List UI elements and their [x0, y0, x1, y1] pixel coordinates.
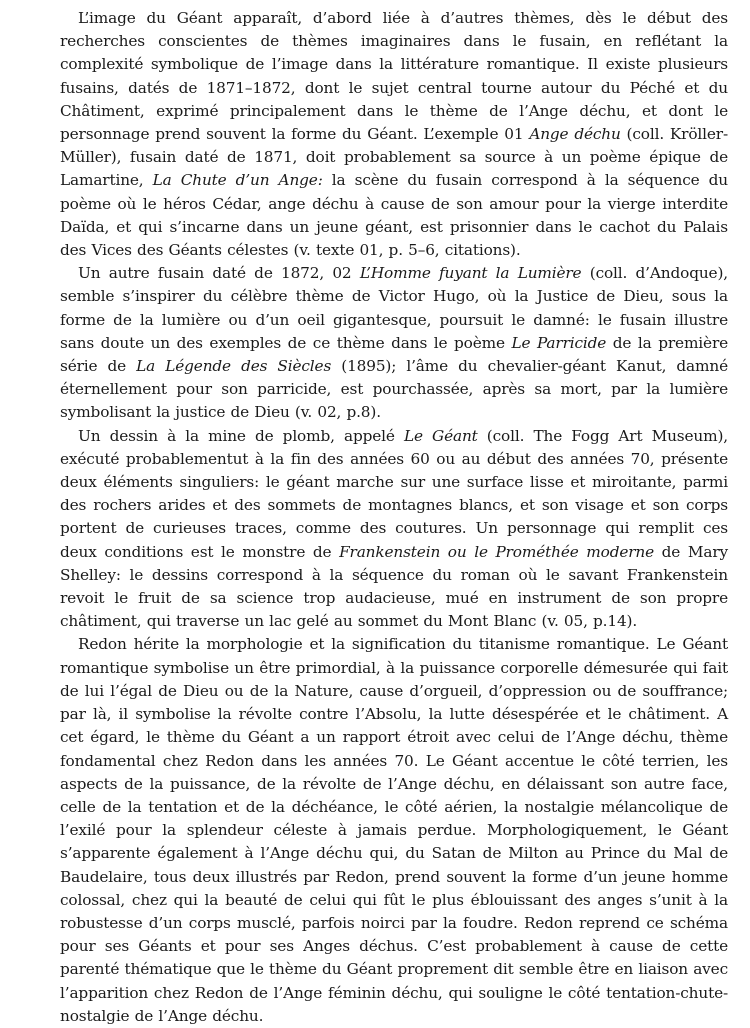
paragraph-3 [60, 425, 728, 634]
text-run: de Mary Shelley: le dessins correspond à la séquence du roman où le savant Frankenstein revoit le fruit de sa science trop audacieuse, mué en instrument de son propre châtiment, qui traverse un lac gelé au sommet du Mont Blanc (v. 05, p.14). [60, 542, 728, 631]
text-run: de la première série de [60, 333, 729, 376]
text-run: L’image du Géant apparaît, d’abord liée à d’autres thèmes, dès le début des recherches conscientes de thèmes imaginaires dans le fusain, en reflétant la complexité symbolique de l’image dans la littérature romantique. Il existe plusieurs fusains, datés de 1871–1872, dont le sujet central tourne autour du Péché et du Châtiment, exprimé principalement dans le thème de l’Ange déchu, et dont le personnage prend souvent la forme du Géant. L’exemple 01 [60, 9, 728, 144]
text-run: (1895); l’âme du chevalier-géant Kanut, damné éternellement pour son parricide, est pourchassée, après sa mort, par la lumière symbolisant la justice de Dieu (v. 02, p.8). [60, 357, 728, 422]
text-run: la scène du fusain correspond à la séquence du poème où le héros Cédar, ange déchu à cause de son amour pour la vierge interdite Daïda, et qui s’incarne dans un jeune géant, est prisonnier dans le cachot du Palais des Vices des Géants célestes (v. texte 01, p. 5–6, citations). [60, 171, 728, 260]
text-run: (coll. Kröller-Müller), fusain daté de 1871, doit probablement sa source à un poème épique de Lamartine, [60, 125, 728, 190]
italic-title: L’Homme fuyant la Lumière [359, 264, 582, 283]
text-run: (coll. The Fogg Art Museum), exécuté probablementut à la fin des années 60 ou au début des années 70, présente deux éléments singuliers: le géant marche sur une surface lisse et miroitante, parmi des rochers arides et des sommets de montagnes blancs, et son visage et son corps portent de curieuses traces, comme des coutures. Un personnage qui remplit ces deux conditions est le monstre de [60, 426, 728, 561]
italic-title: Le Géant [403, 426, 478, 445]
paragraph-2 [60, 262, 728, 424]
text-run: (coll. d’Andoque), semble s’inspirer du célèbre thème de Victor Hugo, où la Justice de Dieu, sous la forme de la lumière ou d’un oeil gigantesque, poursuit le damné: le fusain illustre sans doute un des exemples de ce thème dans le poème [60, 264, 728, 352]
italic-title: Le Parricide [511, 333, 607, 352]
paragraph-4 [60, 633, 728, 1027]
text-run: Redon hérite la morphologie et la signification du titanisme romantique. Le Géant romantique symbolise un être primordial, à la puissance corporelle démesurée qui fait de lui l’égal de Dieu ou de la Nature, cause d’orgueil, d’oppression ou de souffrance; par là, il symbolise la révolte contre l’Absolu, la lutte désespérée et le châtiment. A cet égard, le thème du Géant a un rapport étroit avec celui de l’Ange déchu, thème fondamental chez Redon dans les années 70. Le Géant accentue le côté terrien, les aspects de la puissance, de la révolte de l’Ange déchu, en délaissant son autre face, celle de la tentation et de la déchéance, le côté aérien, la nostalgie mélancolique de l’exilé pour la splendeur céleste à jamais perdue. Morphologiquement, le Géant s’apparente également à l’Ange déchu qui, du Satan de Milton au Prince du Mal de Baudelaire, tous deux illustrés par Redon, prend souvent la forme d’un jeune homme colossal, chez qui la beauté de celui qui fût le plus éblouissant des anges s’unit à la robustesse d’un corps musclé, parfois noirci par la foudre. Redon reprend ce schéma pour ses Géants et pour ses Anges déchus. C’est probablement à cause de cette parenté thématique que le thème du Géant proprement dit semble être en liaison avec l’apparition chez Redon de l’Ange féminin déchu, qui souligne le côté tentation-chute-nostalgie de l’Ange déchu. [60, 635, 728, 1025]
text-run: Un dessin à la mine de plomb, appelé [78, 426, 404, 445]
italic-title: Frankenstein ou le Prométhée moderne [339, 542, 655, 561]
italic-title: Ange déchu [529, 125, 621, 144]
paragraph-1 [60, 7, 728, 262]
text-run: Un autre fusain daté de 1872, 02 [78, 264, 360, 283]
italic-title: La Chute d’un Ange: [152, 171, 323, 190]
italic-title: La Légende des Siècles [136, 357, 332, 376]
